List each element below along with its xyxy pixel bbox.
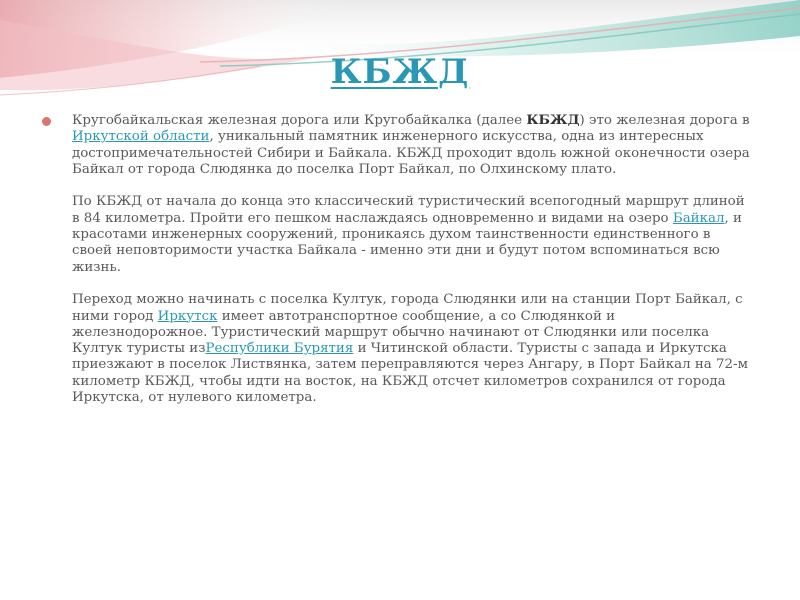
inline-link[interactable]: Иркутской области — [72, 129, 210, 145]
content-block — [42, 112, 752, 406]
bullet-dot — [42, 117, 51, 126]
text-run: имеет автотранспортное сообщение, а со Слюдянкой и железнодорожное. Туристический маршрут обычно начинают от Слюдянки или поселка Култук туристы из — [72, 308, 710, 357]
text-run: Переход можно начинать с поселка Култук, города Слюдянки или на станции Порт Байкал, с ними город — [72, 292, 743, 324]
paragraph-gap — [72, 178, 752, 194]
text-run: Кругобайкальская железная дорога или Кругобайкалка (далее — [72, 113, 527, 128]
paragraph-2 — [72, 194, 752, 275]
paragraph-gap — [72, 276, 752, 292]
slide-title: КБЖД — [330, 52, 470, 92]
inline-link[interactable]: Байкал — [672, 210, 725, 226]
text-run: , и красотами инженерных сооружений, проникаясь духом таинственности единственного в своей неповторимости участка Байкала - именно эти дни и будут потом вспоминаться всю жизнь. — [72, 210, 742, 275]
text-run: и Читинской области. Туристы с запада и Иркутска приезжают в поселок Листвянка, затем переправляются через Ангару, в Порт Байкал на 72-м километр КБЖД, чтобы идти на восток, на КБЖД отсчет километров сохранился от города Иркутска, от нулевого километра. — [72, 341, 748, 406]
bold-term: КБЖД — [526, 112, 580, 128]
text-run: По КБЖД от начала до конца это классический туристический всепогодный маршрут длиной в 84 километра. Пройти его пешком наслаждаясь одновременно и видами на озеро — [72, 194, 745, 226]
body-text — [72, 112, 752, 406]
text-run: ) это железная дорога в — [579, 113, 750, 128]
paragraph-1 — [72, 112, 752, 178]
paragraph-3 — [72, 292, 752, 406]
text-run: , уникальный памятник инженерного искусства, одна из интересных достопримечательностей Сибири и Байкала. КБЖД проходит вдоль южной оконечности озера Байкал от города Слюдянка до поселка Порт Байкал, по Олхинскому плато. — [72, 129, 750, 177]
inline-link[interactable]: Иркутск — [157, 308, 218, 324]
inline-link[interactable]: Республики Бурятия — [205, 341, 354, 357]
